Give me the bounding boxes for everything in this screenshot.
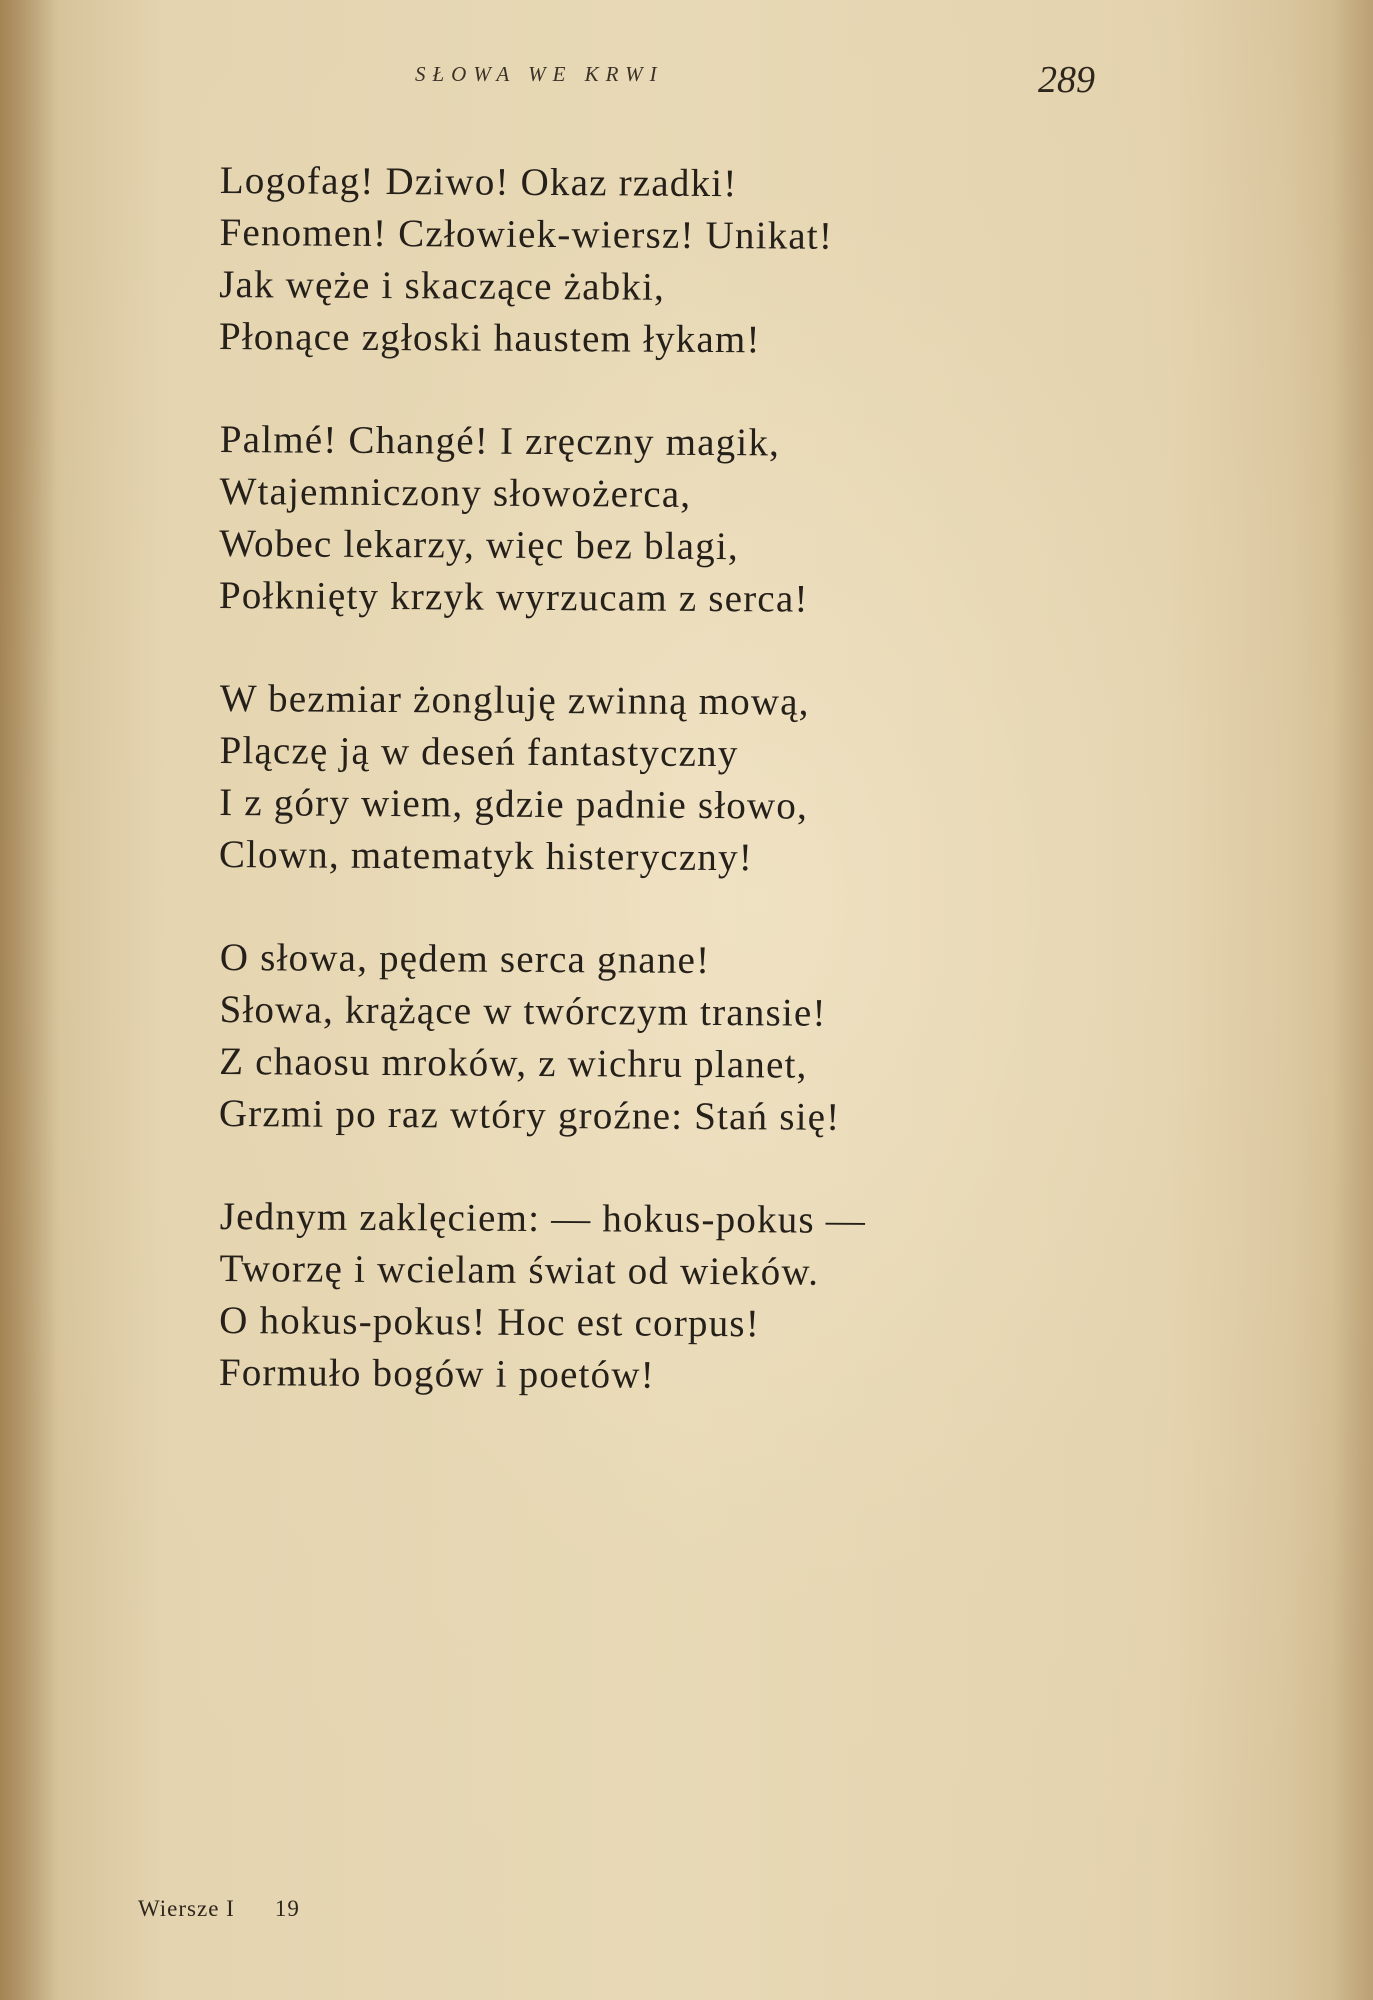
book-title: Wiersze I [138,1896,235,1921]
poem-line: W bezmiar żongluję zwinną mową, [219,676,810,724]
poem-line: Palmé! Changé! I zręczny magik, [219,417,781,465]
poem-line: Formuło bogów i poetów! [218,1350,656,1397]
poem-line: Tworzę i wcielam świat od wieków. [219,1246,820,1294]
poem-line: Jak węże i skaczące żabki, [219,262,666,309]
stanza [219,1191,980,1404]
poem-line: Wtajemniczony słowożerca, [219,469,692,516]
poem-line: Płonące zgłoski haustem łykam! [218,314,761,362]
stanza [219,673,980,886]
stanza [219,932,980,1145]
poem-line: O hokus-pokus! Hoc est corpus! [219,1298,761,1346]
signature-mark: 19 [274,1896,300,1921]
poem-line: Logofag! Dziwo! Okaz rzadki! [219,158,738,206]
poem-line: Wobec lekarzy, więc bez blagi, [219,521,740,569]
poem-line: Słowa, krążące w twórczym transie! [219,987,827,1035]
poem-line: Fenomen! Człowiek-wiersz! Unikat! [219,210,834,258]
poem-line: I z góry wiem, gdzie padnie słowo, [219,780,809,828]
stanza [219,414,980,627]
page-edge [1333,0,1373,2000]
poem-line: Jednym zaklęciem: — hokus-pokus — [219,1194,867,1242]
footer-signature [138,1896,300,1922]
poem-line: Z chaosu mroków, z wichru planet, [219,1039,808,1087]
poem-line: O słowa, pędem serca gnane! [219,935,711,982]
running-head: SŁOWA WE KRWI [415,62,664,86]
page-number: 289 [1038,59,1095,101]
poem-line: Clown, matematyk histeryczny! [218,832,754,880]
poem-line: Plączę ją w deseń fantastyczny [219,728,739,776]
poem [220,155,980,1450]
stanza [219,155,980,368]
poem-line: Grzmi po raz wtóry groźne: Stań się! [218,1091,841,1139]
gutter-shadow [0,0,60,2000]
poem-line: Połknięty krzyk wyrzucam z serca! [218,573,809,621]
